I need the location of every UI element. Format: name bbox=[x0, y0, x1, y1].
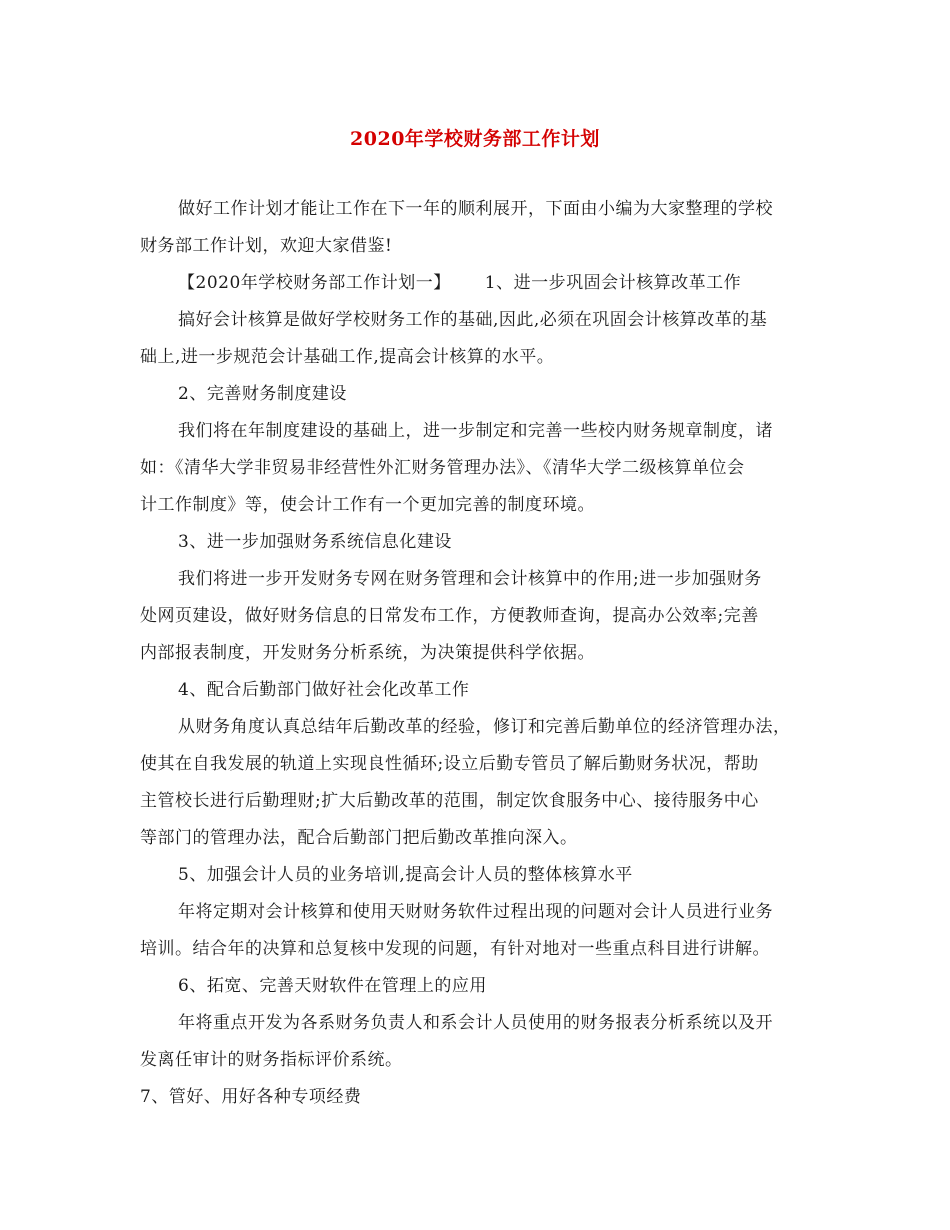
paragraph-line: 发离任审计的财务指标评价系统。 bbox=[140, 1050, 403, 1070]
item-heading: 7、管好、用好各种专项经费 bbox=[140, 1087, 362, 1107]
section-line bbox=[178, 272, 741, 294]
paragraph-line: 财务部工作计划，欢迎大家借鉴! bbox=[140, 236, 393, 256]
paragraph-line: 我们将在年制度建设的基础上，进一步制定和完善一些校内财务规章制度，诸 bbox=[178, 421, 773, 441]
paragraph-line: 计工作制度》等，使会计工作有一个更加完善的制度环境。 bbox=[140, 495, 595, 515]
paragraph-line: 做好工作计划才能让工作在下一年的顺利展开，下面由小编为大家整理的学校 bbox=[178, 199, 773, 219]
paragraph-line: 等部门的管理办法，配合后勤部门把后勤改革推向深入。 bbox=[140, 828, 578, 848]
paragraph-line: 主管校长进行后勤理财;扩大后勤改革的范围，制定饮食服务中心、接待服务中心 bbox=[140, 791, 759, 811]
paragraph-line: 础上,进一步规范会计基础工作,提高会计核算的水平。 bbox=[140, 347, 555, 367]
item-heading: 3、进一步加强财务系统信息化建设 bbox=[178, 532, 452, 552]
paragraph-line: 内部报表制度，开发财务分析系统，为决策提供科学依据。 bbox=[140, 643, 595, 663]
item-heading: 1、进一步巩固会计核算改革工作 bbox=[484, 273, 742, 293]
item-heading: 6、拓宽、完善天财软件在管理上的应用 bbox=[178, 976, 487, 996]
paragraph-line: 年将重点开发为各系财务负责人和系会计人员使用的财务报表分析系统以及开 bbox=[178, 1013, 773, 1033]
item-heading: 2、完善财务制度建设 bbox=[178, 384, 347, 404]
document-title: 2020年学校财务部工作计划 bbox=[350, 128, 600, 150]
item-heading: 5、加强会计人员的业务培训,提高会计人员的整体核算水平 bbox=[178, 865, 633, 885]
paragraph-line: 我们将进一步开发财务专网在财务管理和会计核算中的作用;进一步加强财务 bbox=[178, 569, 762, 589]
plan-heading: 【2020年学校财务部工作计划一】 bbox=[178, 273, 451, 293]
paragraph-line: 使其在自我发展的轨道上实现良性循环;设立后勤专管员了解后勤财务状况，帮助 bbox=[140, 754, 759, 774]
paragraph-line: 培训。结合年的决算和总复核中发现的问题，有针对地对一些重点科目进行讲解。 bbox=[140, 939, 770, 959]
paragraph-line: 处网页建设，做好财务信息的日常发布工作，方便教师查询，提高办公效率;完善 bbox=[140, 606, 759, 626]
paragraph-line: 搞好会计核算是做好学校财务工作的基础,因此,必须在巩固会计核算改革的基 bbox=[178, 310, 768, 330]
item-heading: 4、配合后勤部门做好社会化改革工作 bbox=[178, 680, 470, 700]
paragraph-line: 年将定期对会计核算和使用天财财务软件过程出现的问题对会计人员进行业务 bbox=[178, 902, 773, 922]
paragraph-line: 从财务角度认真总结年后勤改革的经验，修订和完善后勤单位的经济管理办法， bbox=[178, 717, 791, 737]
paragraph-line: 如：《清华大学非贸易非经营性外汇财务管理办法》、《清华大学二级核算单位会 bbox=[140, 458, 745, 478]
